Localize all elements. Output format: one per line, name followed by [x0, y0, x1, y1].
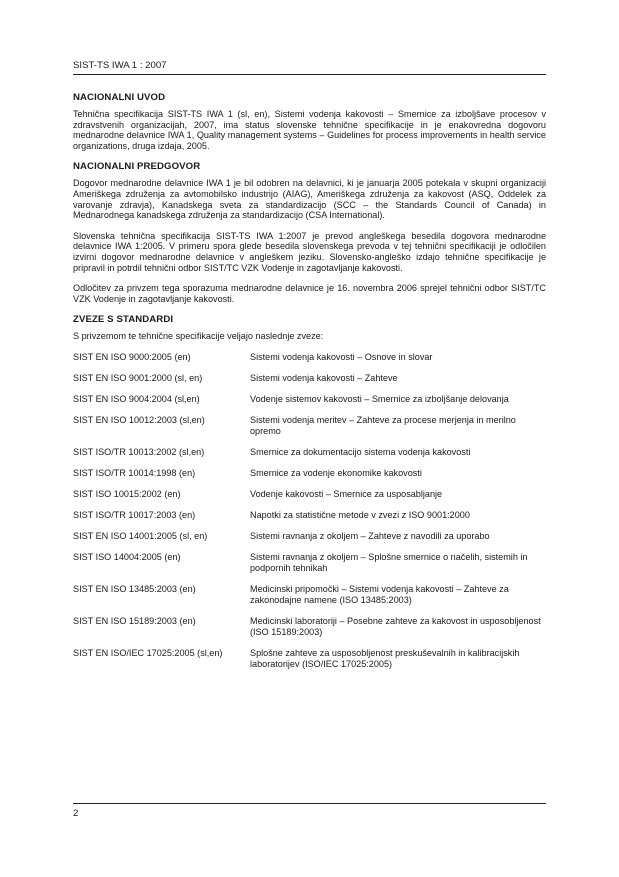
header-rule	[73, 74, 546, 75]
reference-code: SIST EN ISO 9000:2005 (en)	[73, 351, 191, 362]
paragraph: S privzemom te tehnične specifikacije veljajo naslednje zveze:	[73, 331, 324, 342]
reference-code: SIST ISO/TR 10014:1998 (en)	[73, 467, 196, 478]
reference-title: Sistemi vodenja kakovosti – Zahteve	[250, 372, 398, 383]
reference-title: Vodenje kakovosti – Smernice za usposabljanje	[250, 488, 443, 499]
reference-row	[73, 394, 546, 405]
reference-title: Vodenje sistemov kakovosti – Smernice za izboljšanje delovanja	[250, 393, 509, 404]
paragraph: Slovenska tehnična specifikacija SIST-TS IWA 1:2007 je prevod angleškega besedila dogovora mednarodne delavnice IWA 1:2005. V primeru spora glede besedila slovenskega prevoda v tej tehnični specifikaciji je odločilen izvirni dogovor mednarodne delavnice v angleškem jeziku. Slovensko-angleško izdajo tehnične specifikacije je pripravil in potrdil tehnični odbor SIST/TC VZK Vodenje in zagotavljanje kakovosti.	[73, 230, 546, 273]
reference-code: SIST ISO/TR 10017:2003 (en)	[73, 509, 196, 520]
reference-code: SIST EN ISO 15189:2003 (en)	[73, 615, 196, 626]
reference-title: Medicinski pripomočki – Sistemi vodenja kakovosti – Zahteve za zakonodajne namene (ISO 13485:2003)	[250, 583, 509, 605]
paragraph: Odločitev za privzem tega sporazuma mednarodne delavnice je 16. novembra 2006 sprejel tehnični odbor SIST/TC VZK Vodenje in zagotavljanje kakovosti.	[73, 283, 546, 304]
reference-list	[73, 352, 546, 670]
reference-row	[73, 531, 546, 542]
reference-code: SIST EN ISO 10012:2003 (sl,en)	[73, 414, 205, 425]
reference-row	[73, 584, 546, 606]
running-header: SIST-TS IWA 1 : 2007	[73, 60, 167, 71]
reference-code: SIST EN ISO 9004:2004 (sl,en)	[73, 393, 200, 404]
reference-title: Splošne zahteve za usposobljenost preskuševalnih in kalibracijskih laboratorijev (ISO/IEC 17025:2005)	[250, 647, 520, 669]
reference-title: Napotki za statistične metode v zvezi z ISO 9001:2000	[250, 509, 470, 520]
reference-title: Sistemi ravnanja z okoljem – Zahteve z navodili za uporabo	[250, 530, 490, 541]
reference-row	[73, 616, 546, 638]
reference-title: Smernice za vodenje ekonomike kakovosti	[250, 467, 422, 478]
reference-row	[73, 552, 546, 574]
reference-code: SIST ISO 14004:2005 (en)	[73, 551, 181, 562]
document-body	[73, 92, 546, 670]
reference-code: SIST EN ISO 9001:2000 (sl, en)	[73, 372, 203, 383]
reference-title: Sistemi ravnanja z okoljem – Splošne smernice o načelih, sistemih in podpornih tehnikah	[250, 551, 528, 573]
reference-row	[73, 489, 546, 500]
reference-row	[73, 648, 546, 670]
reference-row	[73, 468, 546, 479]
paragraph: Dogovor mednarodne delavnice IWA 1 je bil odobren na delavnici, ki je januarja 2005 potekala v skupni organizaciji Ameriškega združenja za avtomobilsko industrijo (AIAG), Ameriškega združenja za kakovost (ASQ, Oddelek za varovanje zdravja), Kanadskega sveta za standardizacijo (SCC – the Standards Council of Canada) in Mednarodnega kanadskega združenja za standardizacijo (CSA International).	[73, 178, 546, 221]
reference-code: SIST EN ISO/IEC 17025:2005 (sl,en)	[73, 647, 223, 658]
paragraph: Tehnična specifikacija SIST-TS IWA 1 (sl, en), Sistemi vodenja kakovosti – Smernice za izboljšave procesov v zdravstvenih organizacijah, 2007, ima status slovenske tehnične specifikacije in je enakovredna dogovoru mednarodne delavnice IWA 1, Quality management systems – Guidelines for process improvements in health service organizations, druga izdaja, 2005.	[73, 109, 546, 151]
section-references-to-standards	[73, 314, 546, 342]
reference-code: SIST EN ISO 14001:2005 (sl, en)	[73, 530, 208, 541]
section-national-introduction	[73, 92, 546, 151]
reference-title: Sistemi vodenja meritev – Zahteve za procese merjenja in merilno opremo	[250, 414, 516, 436]
section-heading: NACIONALNI PREDGOVOR	[73, 161, 201, 173]
reference-code: SIST ISO 10015:2002 (en)	[73, 488, 181, 499]
section-national-foreword	[73, 161, 546, 304]
reference-row	[73, 510, 546, 521]
section-heading: NACIONALNI UVOD	[73, 92, 166, 103]
section-heading: ZVEZE S STANDARDI	[73, 314, 174, 326]
reference-row	[73, 415, 546, 437]
footer-rule	[73, 803, 546, 804]
page-number: 2	[73, 808, 79, 819]
reference-code: SIST EN ISO 13485:2003 (en)	[73, 583, 196, 594]
reference-row	[73, 373, 546, 384]
reference-row	[73, 447, 546, 458]
reference-row	[73, 352, 546, 363]
reference-title: Smernice za dokumentacijo sistema vodenja kakovosti	[250, 446, 471, 457]
reference-code: SIST ISO/TR 10013:2002 (sl,en)	[73, 446, 205, 457]
reference-title: Medicinski laboratoriji – Posebne zahteve za kakovost in usposobljenost (ISO 15189:2003)	[250, 615, 541, 637]
reference-title: Sistemi vodenja kakovosti – Osnove in slovar	[250, 351, 433, 362]
